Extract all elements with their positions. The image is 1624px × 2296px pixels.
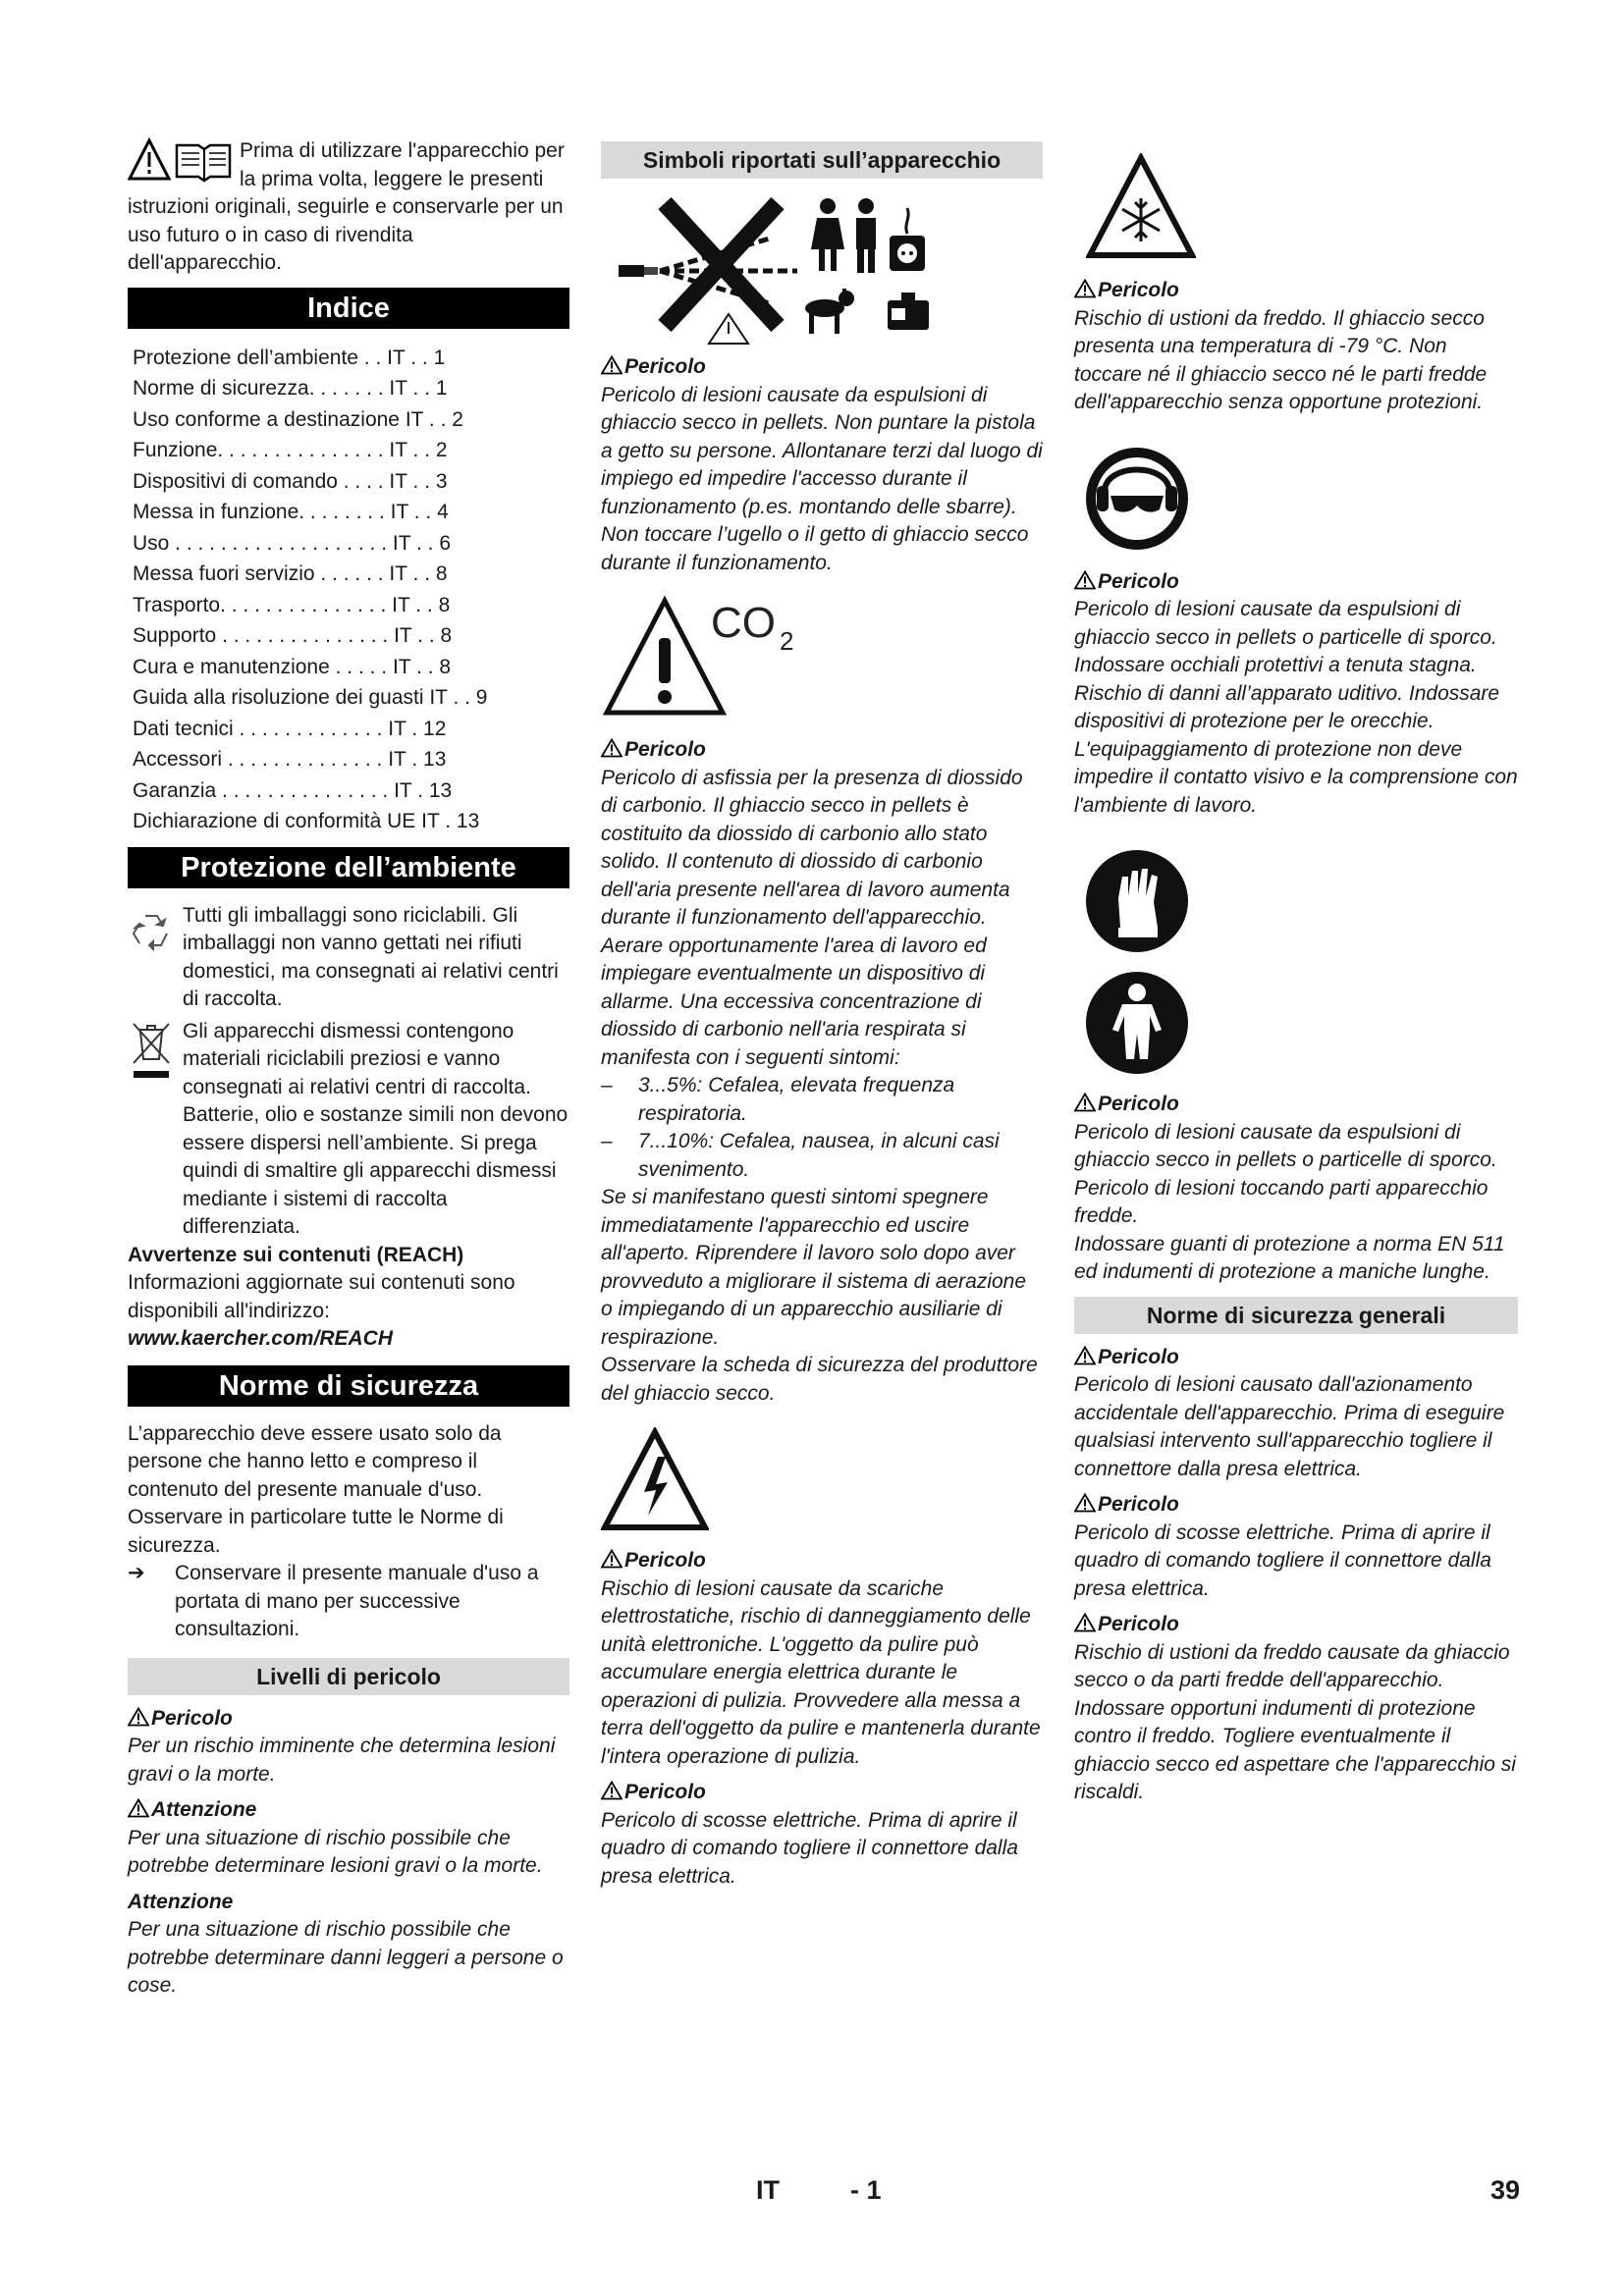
toc-row[interactable]: Garanzia . . . . . . . . . . . . . . . IT . 13 xyxy=(133,778,453,802)
p2-item-1: 3...5%: Cefalea, elevata frequenza respiratoria. xyxy=(638,1074,955,1125)
p2-text: Pericolo di asfissia per la presenza di diossido di carbonio. Il ghiaccio secco in pellets è costituito da diossido di carbonio allo stato solido. Il contenuto di diossido di carbonio dell'aria presente nell'area di lavoro aumenta durante il funzionamento dell'apparecchio. Aerare opportunamente l'area di lavoro ed impiegare eventualmente un dispositivo di allarme. Una eccessiva concentrazione di diossido di carbonio nell'aria respirata si manifesta con i seguenti sintomi: xyxy=(601,766,1023,1069)
warning-triangle-icon xyxy=(601,1549,623,1569)
reach-heading: Avvertenze sui contenuti (REACH) xyxy=(128,1243,464,1266)
protective-suit-icon xyxy=(1083,969,1191,1077)
safety-arrow-text: Conservare il presente manuale d'uso a portata di mano per successive consultazioni. xyxy=(175,1562,539,1640)
p2-text-2: Se si manifestano questi sintomi spegnere immediatamente l'apparecchio ed uscire all'aperto. Riprendere il lavoro solo dopo aver provveduto a migliorare il sistema di aerazione o impiegando di un apparecchio ausiliarie di respirazione. xyxy=(601,1186,1027,1349)
g3-text: Rischio di ustioni da freddo causate da ghiaccio secco o da parti fredde dell'apparecchio. Indossare opportuni indumenti di protezione contro il freddo. Togliere eventualmente il ghiaccio secco ed aspettare che l'apparecchio si riscaldi. xyxy=(1074,1640,1516,1803)
level-pericolo-text: Per un rischio imminente che determina lesioni gravi o la morte. xyxy=(128,1735,556,1786)
toc-row[interactable]: Dispositivi di comando . . . . IT . . 3 xyxy=(133,469,448,493)
toc-row[interactable]: Guida alla risoluzione dei guasti IT . . 9 xyxy=(133,686,488,709)
no-spray-at-people-pictogram xyxy=(611,188,945,346)
level-attenzione-warn-label: Attenzione xyxy=(151,1798,257,1821)
co2-warning-triangle-icon xyxy=(601,595,729,722)
column-right xyxy=(1074,130,1518,1807)
p1-text: Pericolo di lesioni causate da espulsioni di ghiaccio secco in pellets. Non puntare la pistola a getto su persone. Allontanare terzi dal luogo di impiego ed impedire l'accesso durante il funzionamento (p.es. montando delle sbarre). xyxy=(601,383,1043,518)
toc-row[interactable]: Norme di sicurezza. . . . . . . IT . . 1 xyxy=(133,377,448,400)
p2-symptom-2 xyxy=(601,1128,1043,1184)
recycle-text: Tutti gli imballaggi sono riciclabili. Gli imballaggi non vanno gettati nei rifiuti domestici, ma consegnati ai relativi centri di raccolta. xyxy=(183,903,559,1010)
p4-label: Pericolo xyxy=(624,1781,706,1803)
toc-row[interactable]: Uso conforme a destinazione IT . . 2 xyxy=(133,407,463,431)
p4-heading xyxy=(601,1779,1043,1807)
intro-text: Prima di utilizzare l'apparecchio per la prima volta, leggere le presenti istruzioni originali, seguirle e conservarle per un uso futuro o in caso di rivendita dell'apparecchio. xyxy=(128,139,565,274)
level-pericolo-label: Pericolo xyxy=(151,1706,233,1730)
p3-heading xyxy=(601,1547,1043,1575)
toc-row[interactable]: Trasporto. . . . . . . . . . . . . . . IT . . 8 xyxy=(133,593,451,616)
warning-triangle-icon xyxy=(1074,1493,1096,1513)
recycle-note xyxy=(128,902,569,1014)
p6-text-3: L'equipaggiamento di protezione non deve impedire il contatto visivo e la comprensione con l'ambiente di lavoro. xyxy=(1074,737,1518,817)
p2-item-2: 7...10%: Cefalea, nausea, in alcuni casi svenimento. xyxy=(638,1130,1000,1181)
p2-text-3: Osservare la scheda di sicurezza del produttore del ghiaccio secco. xyxy=(601,1354,1038,1405)
p7-text-2: Pericolo di lesioni toccando parti apparecchio fredde. xyxy=(1074,1176,1489,1227)
footer-page-number: 39 xyxy=(1490,2175,1521,2205)
warning-triangle-icon xyxy=(1074,1093,1096,1112)
index-title: Indice xyxy=(128,288,569,329)
g2-heading xyxy=(1074,1491,1518,1520)
cold-hazard-icon xyxy=(1086,153,1196,263)
p6-label: Pericolo xyxy=(1098,569,1179,593)
column-middle xyxy=(601,130,1043,1891)
warning-manual-icon xyxy=(128,137,234,183)
safety-title: Norme di sicurezza xyxy=(128,1365,569,1407)
table-of-contents xyxy=(128,343,569,837)
warning-triangle-icon xyxy=(601,355,623,375)
toc-row[interactable]: Accessori . . . . . . . . . . . . . . IT . 13 xyxy=(133,748,447,771)
footer-section-page: - 1 xyxy=(850,2175,882,2205)
warning-triangle-icon xyxy=(1074,279,1096,298)
warning-triangle-icon xyxy=(128,1798,149,1818)
toc-row[interactable]: Dati tecnici . . . . . . . . . . . . . IT . 12 xyxy=(133,717,447,740)
p5-text: Rischio di ustioni da freddo. Il ghiaccio secco presenta una temperatura di -79 °C. Non toccare né il ghiaccio secco né le parti fredde dell'apparecchio senza opportune protezioni. xyxy=(1074,306,1488,413)
g1-text: Pericolo di lesioni causato dall'azionamento accidentale dell'apparecchio. Prima di eseguire qualsiasi intervento sull'apparecchio togliere il connettore dalla presa elettrica. xyxy=(1074,1373,1505,1480)
toc-row[interactable]: Funzione. . . . . . . . . . . . . . . IT . . 2 xyxy=(133,439,448,461)
toc-row[interactable]: Supporto . . . . . . . . . . . . . . . IT . . 8 xyxy=(133,624,453,647)
warning-triangle-icon xyxy=(601,1781,623,1800)
dash-bullet: – xyxy=(601,1074,613,1096)
environment-title: Protezione dell’ambiente xyxy=(128,847,569,888)
g2-label: Pericolo xyxy=(1098,1493,1179,1516)
dash-bullet: – xyxy=(601,1130,613,1152)
g2-text: Pericolo di scosse elettriche. Prima di aprire il quadro di comando togliere il connettore dalla presa elettrica. xyxy=(1074,1521,1491,1600)
toc-row[interactable]: Uso . . . . . . . . . . . . . . . . . . . IT . . 6 xyxy=(133,531,452,555)
general-safety-title: Norme di sicurezza generali xyxy=(1074,1297,1518,1334)
level-attenzione-warn-text: Per una situazione di rischio possibile che potrebbe determinare lesioni gravi o la morte. xyxy=(128,1826,543,1877)
g3-heading xyxy=(1074,1611,1518,1639)
p5-label: Pericolo xyxy=(1098,279,1179,301)
p1-heading xyxy=(601,353,1043,382)
level-pericolo-heading xyxy=(128,1705,569,1734)
p2-symptom-1 xyxy=(601,1072,1043,1128)
reach-text: Informazioni aggiornate sui contenuti sono disponibili all'indirizzo: xyxy=(128,1271,515,1322)
p6-text: Pericolo di lesioni causate da espulsioni di ghiaccio secco in pellets o particelle di sporco. Indossare occhiali protettivi a tenuta stagna. xyxy=(1074,598,1497,676)
p7-heading xyxy=(1074,1091,1518,1119)
p6-text-2: Rischio di danni all’apparato uditivo. Indossare dispositivi di protezione per le orecchie. xyxy=(1074,681,1500,732)
disposal-note xyxy=(128,1018,569,1242)
p3-text: Rischio di lesioni causate da scariche elettrostatiche, rischio di danneggiamento delle unità elettroniche. L'oggetto da pulire può accumulare energia elettrica durante le operazioni di pulizia. Provvedere alla messa a terra dell'oggetto da pulire e mantenerla durante l'intera operazione di pulizia. xyxy=(601,1576,1041,1768)
warning-triangle-icon xyxy=(1074,1346,1096,1365)
p4-text: Pericolo di scosse elettriche. Prima di aprire il quadro di comando togliere il connettore dalla presa elettrica. xyxy=(601,1808,1018,1888)
toc-row[interactable]: Cura e manutenzione . . . . . IT . . 8 xyxy=(133,655,452,678)
co2-warning-pictogram xyxy=(601,595,1043,722)
column-left xyxy=(128,130,569,2001)
levels-title: Livelli di pericolo xyxy=(128,1658,569,1695)
level-attenzione-label: Attenzione xyxy=(128,1890,234,1913)
g1-heading xyxy=(1074,1344,1518,1372)
p6-heading xyxy=(1074,568,1518,597)
toc-row[interactable]: Messa in funzione. . . . . . . . IT . . 4 xyxy=(133,501,449,523)
warning-triangle-icon xyxy=(601,738,623,758)
co2-label: CO xyxy=(711,599,776,647)
p7-text-3: Indossare guanti di protezione a norma EN 511 ed indumenti di protezione a maniche lunghe. xyxy=(1074,1232,1505,1283)
warning-triangle-icon xyxy=(128,1707,149,1727)
safety-text: L’apparecchio deve essere usato solo da persone che hanno letto e compreso il contenuto del presente manuale d'uso. Osservare in particolare tutte le Norme di sicurezza. xyxy=(128,1421,504,1557)
arrow-icon: ➔ xyxy=(128,1562,145,1584)
symbols-title: Simboli riportati sull’apparecchio xyxy=(601,141,1043,179)
p7-label: Pericolo xyxy=(1098,1093,1179,1115)
g3-label: Pericolo xyxy=(1098,1613,1179,1635)
level-attenzione-warn-heading xyxy=(128,1796,569,1825)
p3-label: Pericolo xyxy=(624,1549,706,1572)
p1-label: Pericolo xyxy=(624,355,706,378)
safety-arrow-item xyxy=(128,1560,569,1644)
toc-row[interactable]: Messa fuori servizio . . . . . . IT . . 8 xyxy=(133,562,448,585)
intro-note xyxy=(128,137,569,278)
g1-label: Pericolo xyxy=(1098,1345,1179,1368)
footer-language: IT xyxy=(756,2175,780,2205)
electric-shock-warning-icon xyxy=(601,1427,709,1535)
disposal-text: Gli apparecchi dismessi contengono materiali riciclabili preziosi e vanno consegnati ai relativi centri di raccolta. Batterie, olio e sostanze simili non devono essere dispersi nell’ambiente. Si prega quindi di smaltire gli apparecchi dismessi mediante i sistemi di raccolta differenziata. xyxy=(183,1019,568,1238)
p2-heading xyxy=(601,736,1043,765)
p2-label: Pericolo xyxy=(624,738,706,761)
p7-text: Pericolo di lesioni causate da espulsioni di ghiaccio secco in pellets o particelle di sporco. xyxy=(1074,1120,1497,1171)
eye-ear-protection-icon xyxy=(1083,445,1191,553)
level-attenzione-text: Per una situazione di rischio possibile che potrebbe determinare danni leggeri a persone o cose. xyxy=(128,1918,564,1997)
warning-triangle-icon xyxy=(1074,1613,1096,1632)
toc-row[interactable]: Dichiarazione di conformità UE IT . 13 xyxy=(133,810,480,832)
warning-triangle-icon xyxy=(1074,570,1096,590)
recycle-icon xyxy=(128,908,175,955)
p1-text-2: Non toccare l’ugello o il getto di ghiaccio secco durante il funzionamento. xyxy=(601,523,1029,574)
co2-subscript: 2 xyxy=(780,626,794,656)
crossed-bin-icon xyxy=(128,1020,175,1083)
protective-gloves-icon xyxy=(1083,847,1191,955)
toc-row[interactable]: Protezione dell’ambiente . . IT . . 1 xyxy=(133,346,446,369)
reach-link[interactable]: www.kaercher.com/REACH xyxy=(128,1327,393,1350)
p5-heading xyxy=(1074,277,1518,305)
